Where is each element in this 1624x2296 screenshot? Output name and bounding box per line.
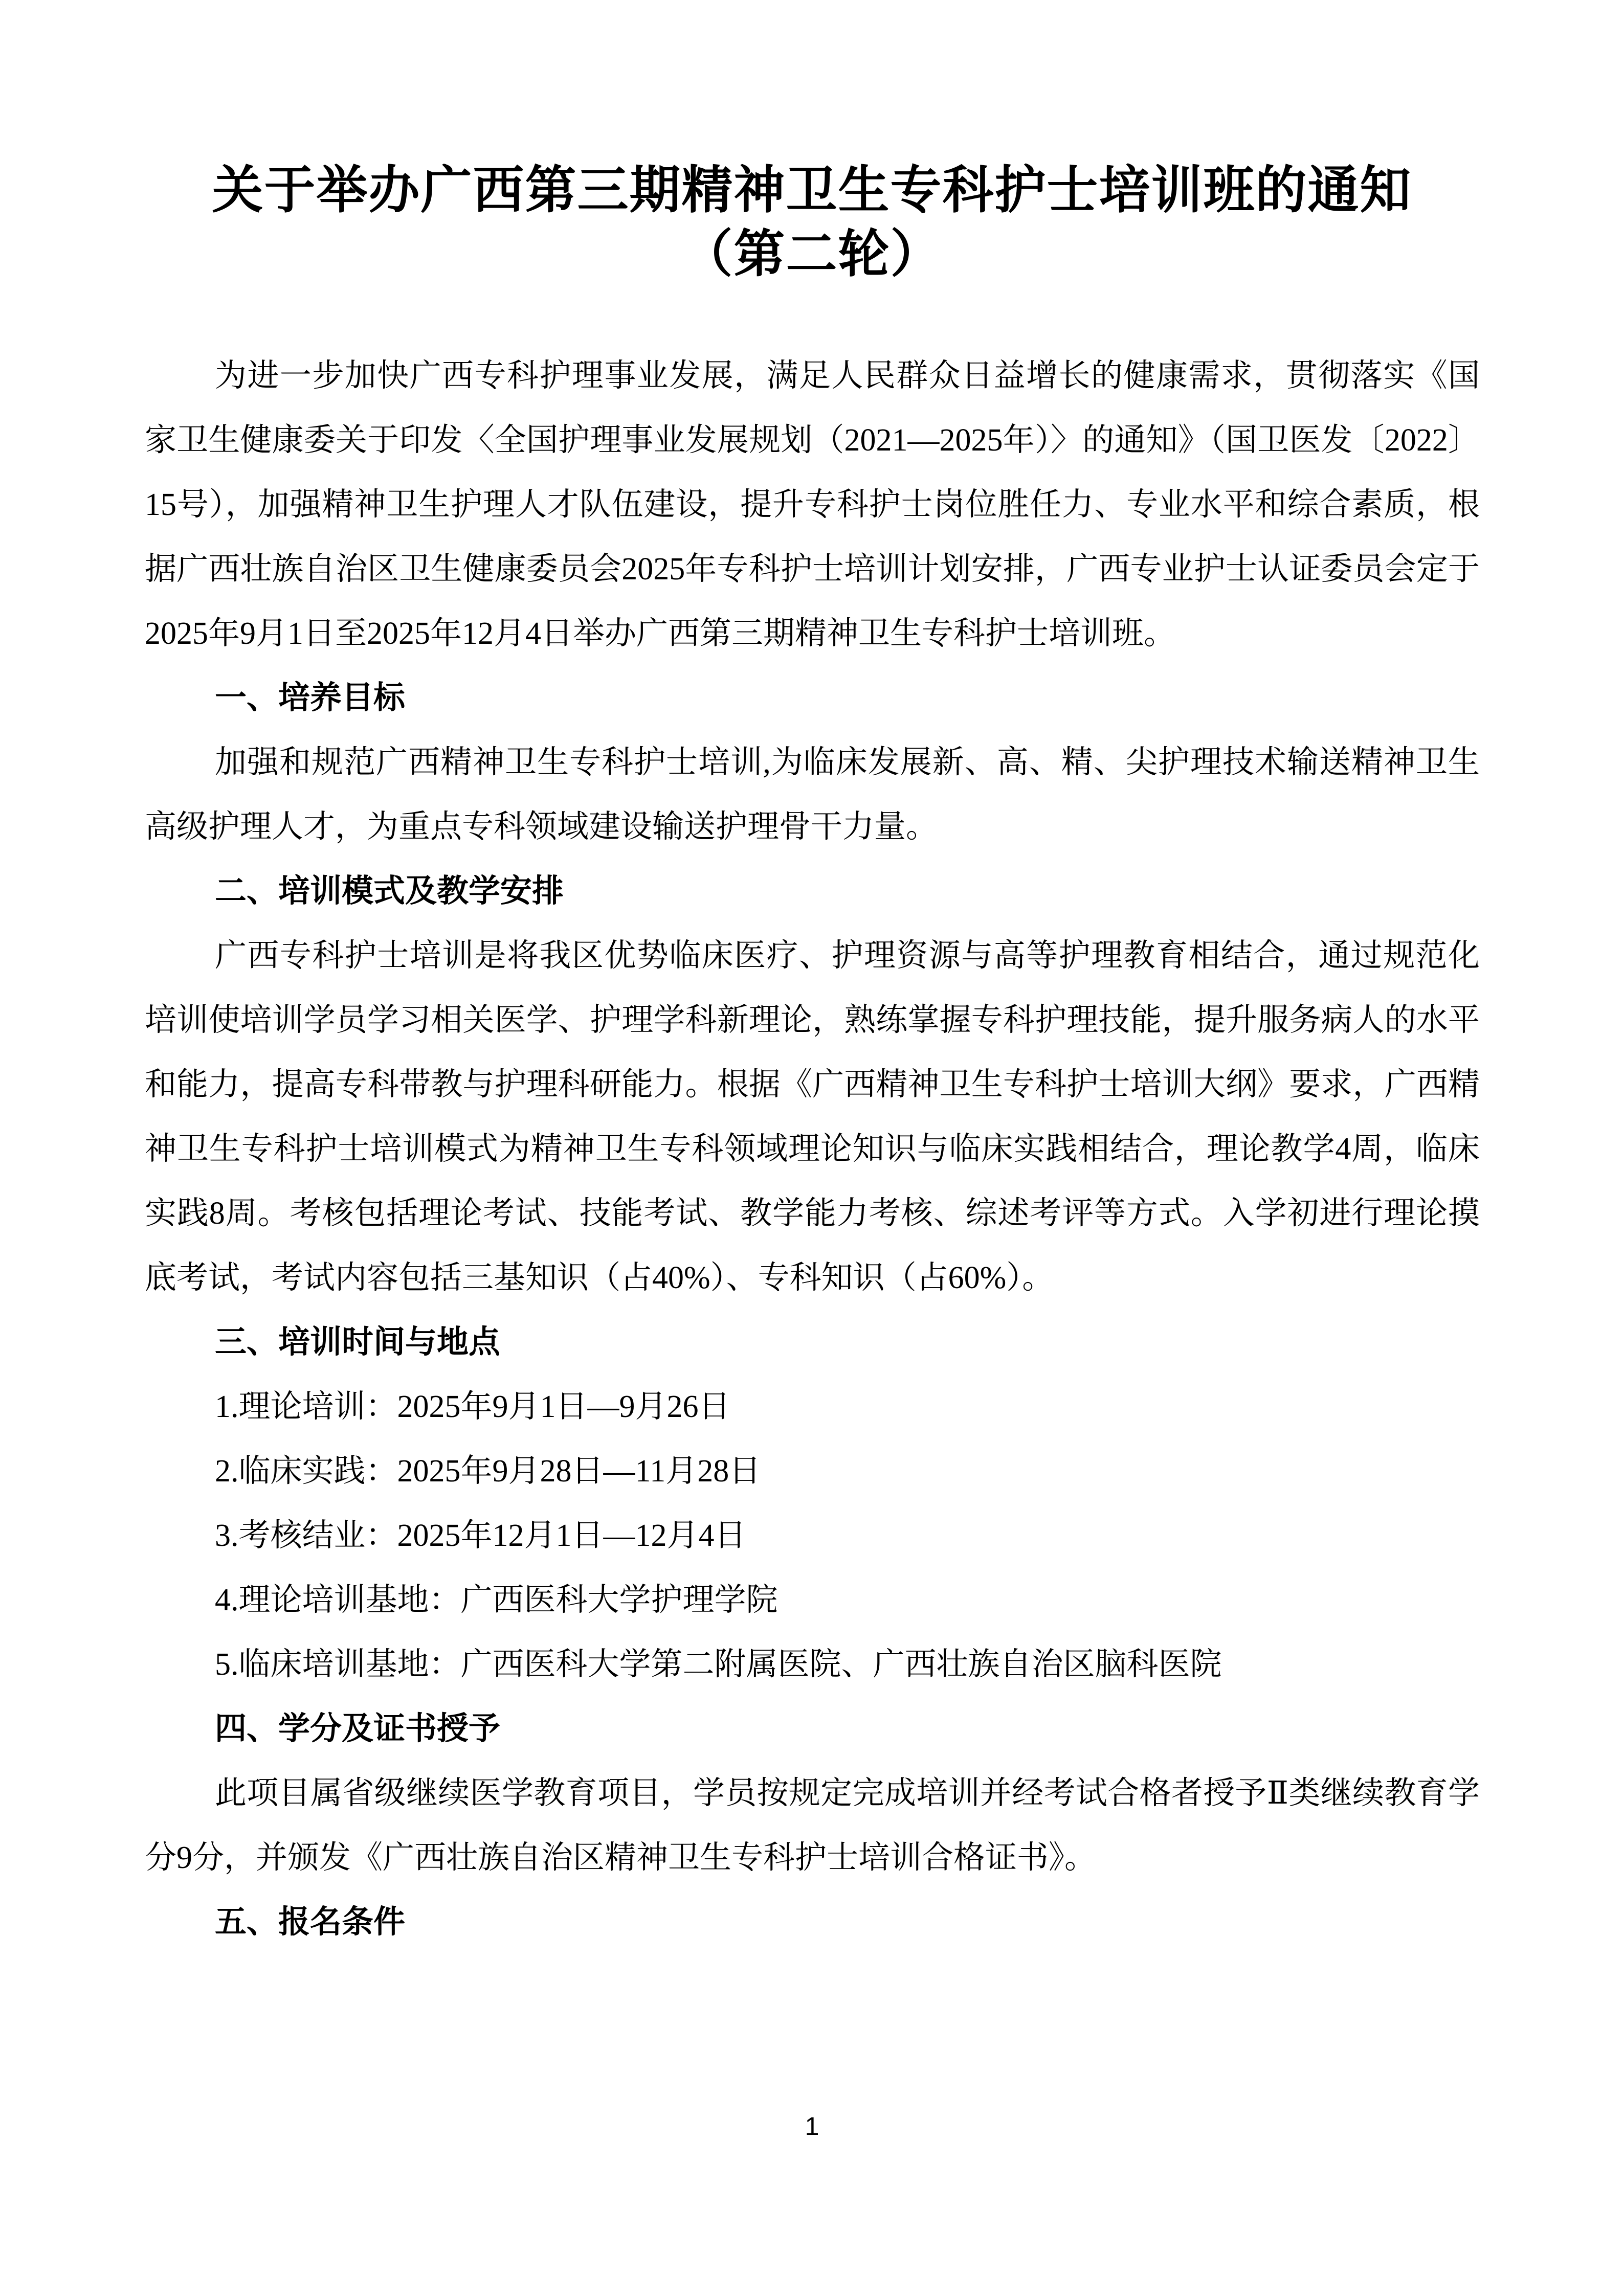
section-3-heading: 三、培训时间与地点 [215, 1324, 501, 1360]
page-number: 1 [805, 2112, 819, 2141]
document-title-line2: （第二轮） [681, 226, 943, 283]
section-3-item-2: 2.临床实践：2025年9月28日—11月28日 [215, 1454, 761, 1489]
section-4-heading: 四、学分及证书授予 [215, 1711, 501, 1746]
intro-paragraph: 为进一步加快广西专科护理事业发展，满足人民群众日益增长的健康需求，贯彻落实《国家卫生健康委关于印发〈全国护理事业发展规划（2021—2025年）〉的通知》（国卫医发〔2022〕15号），加强精神卫生护理人才队伍建设，提升专科护士岗位胜任力、专业水平和综合素质，根据广西壮族自治区卫生健康委员会2025年专科护士培训计划安排，广西专业护士认证委员会定于2025年9月1日至2025年12月4日举办广西第三期精神卫生专科护士培训班。 [145, 358, 1480, 651]
document-body [145, 344, 1480, 1954]
section-1-paragraph: 加强和规范广西精神卫生专科护士培训,为临床发展新、高、精、尖护理技术输送精神卫生高级护理人才，为重点专科领域建设输送护理骨干力量。 [145, 745, 1480, 844]
document-title [0, 159, 1624, 286]
section-3-item-3: 3.考核结业：2025年12月1日—12月4日 [215, 1518, 746, 1553]
section-3-item-5: 5.临床培训基地：广西医科大学第二附属医院、广西壮族自治区脑科医院 [215, 1647, 1222, 1682]
section-2-heading: 二、培训模式及教学安排 [215, 873, 564, 909]
section-2-paragraph: 广西专科护士培训是将我区优势临床医疗、护理资源与高等护理教育相结合，通过规范化培训使培训学员学习相关医学、护理学科新理论，熟练掌握专科护理技能，提升服务病人的水平和能力，提高专科带教与护理科研能力。根据《广西精神卫生专科护士培训大纲》要求，广西精神卫生专科护士培训模式为精神卫生专科领域理论知识与临床实践相结合，理论教学4周，临床实践8周。考核包括理论考试、技能考试、教学能力考核、综述考评等方式。入学初进行理论摸底考试，考试内容包括三基知识（占40%）、专科知识（占60%）。 [145, 938, 1480, 1295]
section-5-heading: 五、报名条件 [215, 1904, 406, 1940]
section-1-heading: 一、培养目标 [215, 680, 406, 715]
section-4-paragraph: 此项目属省级继续医学教育项目，学员按规定完成培训并经考试合格者授予Ⅱ类继续教育学分9分，并颁发《广西壮族自治区精神卫生专科护士培训合格证书》。 [145, 1776, 1480, 1875]
section-3-item-1: 1.理论培训：2025年9月1日—9月26日 [215, 1389, 730, 1424]
document-title-line1: 关于举办广西第三期精神卫生专科护士培训班的通知 [212, 162, 1412, 219]
section-3-item-4: 4.理论培训基地：广西医科大学护理学院 [215, 1583, 778, 1617]
